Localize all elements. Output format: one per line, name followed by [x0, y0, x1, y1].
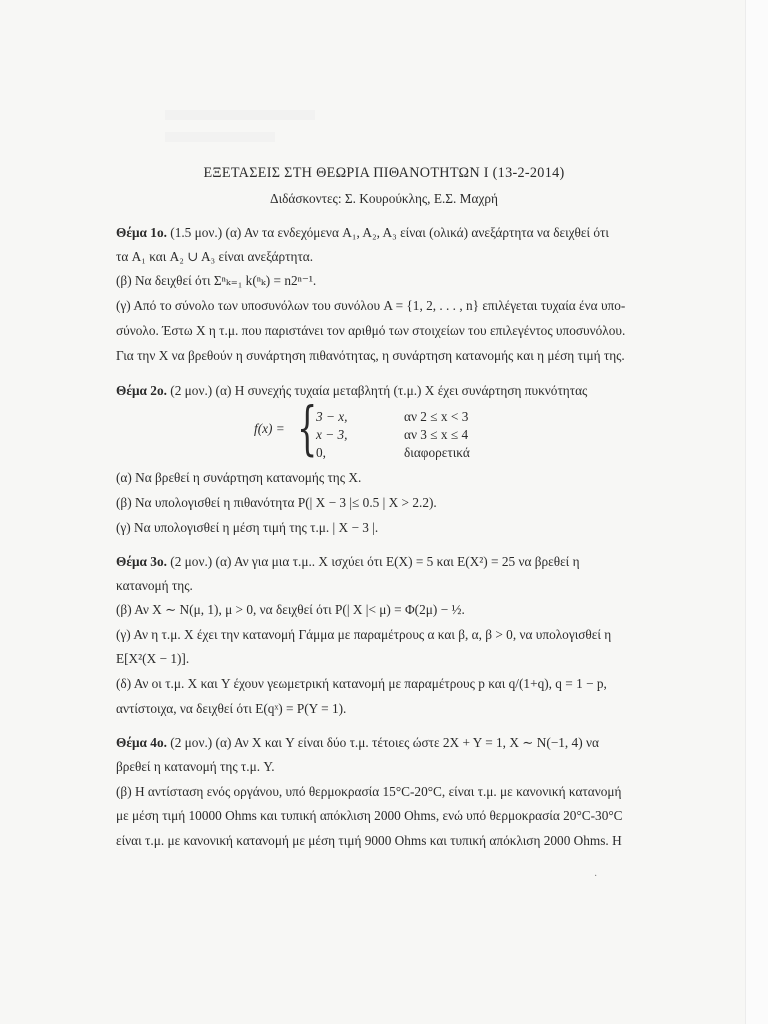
problem-4-line-4: με μέση τιμή 10000 Ohms και τυπική απόκλιση 2000 Ohms, ενώ υπό θερμοκρασία 20°C-30°C: [116, 808, 623, 823]
density-row-3-expr: 0,: [316, 445, 326, 460]
problem-4-text-1: (α) Αν X και Y είναι δύο τ.μ. τέτοιες ώστε 2X + Y = 1, X ∼ N(−1, 4) να: [215, 735, 599, 750]
problem-1-line-1: [116, 225, 609, 241]
density-lhs: f(x) =: [254, 421, 285, 436]
problem-1-line-4: (γ) Από το σύνολο των υποσυνόλων του συνόλου A = {1, 2, . . . , n} επιλέγεται τυχαία ένα υπο-: [116, 298, 626, 313]
problem-2-line-2: (α) Να βρεθεί η συνάρτηση κατανομής της X.: [116, 470, 362, 485]
problem-4-line-5: είναι τ.μ. με κανονική κατανομή με μέση τιμή 9000 Ohms και τυπική απόκλιση 2000 Ohms. Η: [116, 833, 622, 848]
problem-4-line-3: (β) Η αντίσταση ενός οργάνου, υπό θερμοκρασία 15°C-20°C, είναι τ.μ. με κανονική κατανομή: [116, 784, 622, 799]
problem-1-line-5: σύνολο. Έστω X η τ.μ. που παριστάνει τον αριθμό των στοιχείων του επιλεγέντος υποσυνόλου.: [116, 323, 626, 338]
problem-3-line-4: (γ) Αν η τ.μ. X έχει την κατανομή Γάμμα με παραμέτρους α και β, α, β > 0, να υπολογισθεί η: [116, 627, 612, 642]
scan-edge: [745, 0, 768, 1024]
problem-2-line-3: (β) Να υπολογισθεί η πιθανότητα P(| X − 3 |≤ 0.5 | X > 2.2).: [116, 495, 437, 510]
problem-3-label: Θέμα 3ο.: [116, 554, 167, 569]
left-brace: {: [297, 394, 318, 462]
problem-3-line-6: (δ) Αν οι τ.μ. X και Y έχουν γεωμετρική κατανομή με παραμέτρους p και q/(1+q), q = 1 − p,: [116, 676, 607, 691]
problem-4-label: Θέμα 4ο.: [116, 735, 167, 750]
problem-2-line-4: (γ) Να υπολογισθεί η μέση τιμή της τ.μ. | X − 3 |.: [116, 520, 379, 535]
scan-speck: ·: [594, 871, 598, 882]
problem-1-label: Θέμα 1ο.: [116, 225, 167, 240]
instructors-line: Διδάσκοντες: Σ. Κουρούκλης, Ε.Σ. Μαχρή: [270, 191, 498, 206]
problem-3-points: (2 μον.): [170, 554, 213, 569]
problem-3-line-3: (β) Αν X ∼ N(μ, 1), μ > 0, να δειχθεί ότι P(| X |< μ) = Φ(2μ) − ½.: [116, 602, 465, 617]
problem-4-points: (2 μον.): [170, 735, 213, 750]
density-row-1-cond: αν 2 ≤ x < 3: [404, 409, 469, 424]
problem-2-text-1: (α) Η συνεχής τυχαία μεταβλητή (τ.μ.) X έχει συνάρτηση πυκνότητας: [215, 383, 588, 398]
problem-4-line-2: βρεθεί η κατανομή της τ.μ. Y.: [116, 759, 275, 774]
bleed-through-mark: [165, 110, 315, 120]
problem-1-line-6: Για την X να βρεθούν η συνάρτηση πιθανότητας, η συνάρτηση κατανομής και η μέση τιμή της.: [116, 348, 625, 363]
density-row-3: [316, 445, 470, 461]
problem-4-line-1: [116, 735, 599, 751]
problem-1-line-3: (β) Να δειχθεί ότι Σⁿₖ₌₁ k(ⁿₖ) = n2ⁿ⁻¹.: [116, 273, 317, 288]
problem-1-line-2: τα A₁ και A₂ ∪ A₃ είναι ανεξάρτητα.: [116, 249, 314, 264]
problem-3-line-1: [116, 554, 580, 570]
density-row-1-expr: 3 − x,: [316, 409, 348, 424]
problem-1-text-1: (α) Αν τα ενδεχόμενα A₁, A₂, A₃ είναι (ολικά) ανεξάρτητα να δειχθεί ότι: [225, 225, 609, 240]
exam-title: ΕΞΕΤΑΣΕΙΣ ΣΤΗ ΘΕΩΡΙΑ ΠΙΘΑΝΟΤΗΤΩΝ Ι (13-2-2014): [203, 165, 565, 181]
density-row-2-cond: αν 3 ≤ x ≤ 4: [404, 427, 469, 442]
problem-3-line-5: E[X²(X − 1)].: [116, 651, 190, 666]
density-row-1: [316, 409, 468, 425]
problem-3-line-7: αντίστοιχα, να δειχθεί ότι E(qˣ) = P(Y = 1).: [116, 701, 347, 716]
density-row-2: [316, 427, 468, 443]
problem-3-text-1: (α) Αν για μια τ.μ.. X ισχύει ότι E(X) = 5 και E(X²) = 25 να βρεθεί η: [215, 554, 580, 569]
density-row-2-expr: x − 3,: [316, 427, 348, 442]
bleed-through-mark: [165, 132, 275, 142]
problem-2-line-1: [116, 383, 587, 399]
problem-2-label: Θέμα 2ο.: [116, 383, 167, 398]
problem-1-points: (1.5 μον.): [170, 225, 223, 240]
density-row-3-cond: διαφορετικά: [404, 445, 470, 460]
problem-3-line-2: κατανομή της.: [116, 578, 193, 593]
problem-2-points: (2 μον.): [170, 383, 213, 398]
